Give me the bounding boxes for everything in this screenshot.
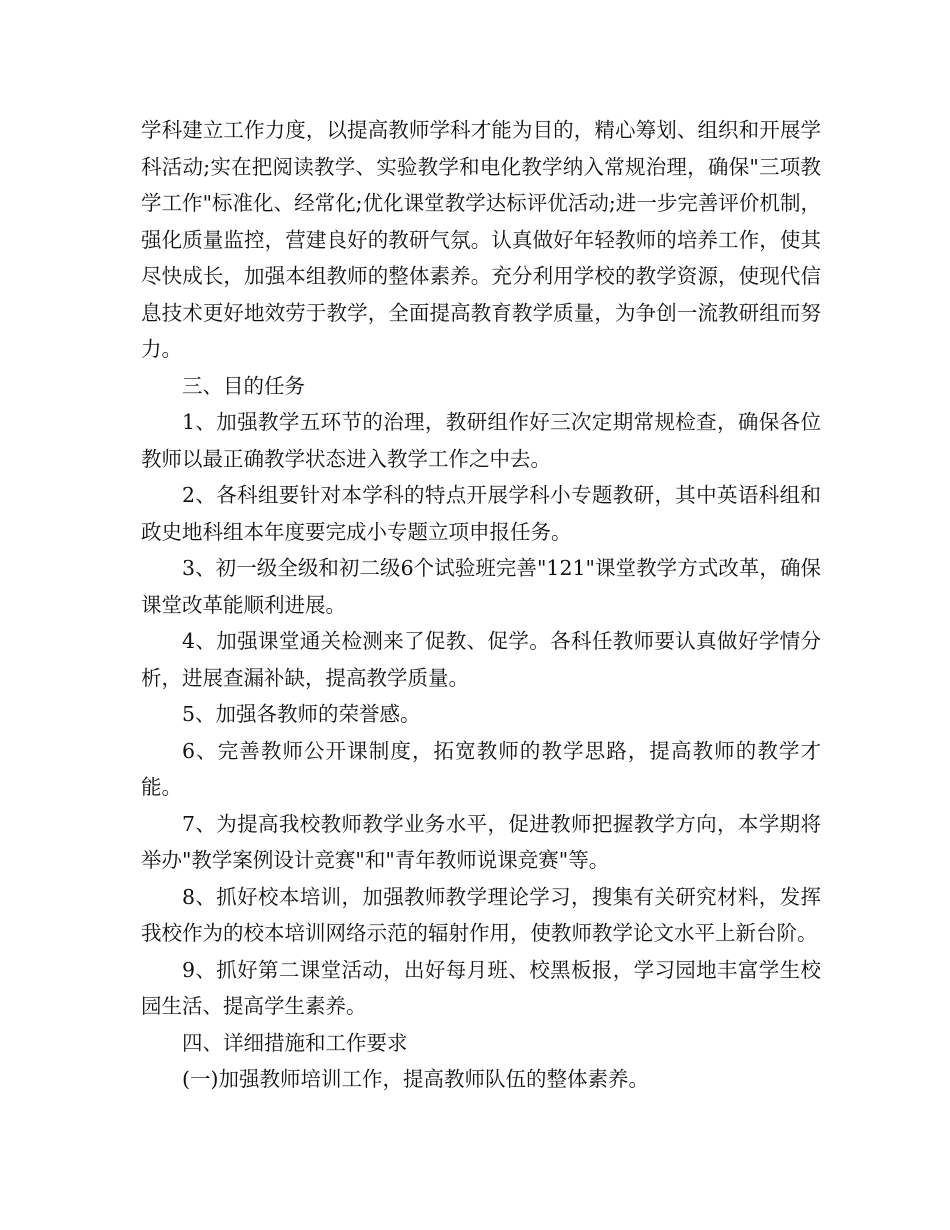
section-heading-measures: 四、详细措施和工作要求 [182,1030,408,1055]
list-item: 8、抓好校本培训，加强教师教学理论学习，搜集有关研究材料，发挥我校作为的校本培训网络示范的辐射作用，使教师教学论文水平上新台阶。 [141,884,821,945]
subsection-heading: (一)加强教师培训工作，提高教师队伍的整体素养。 [182,1067,649,1091]
paragraph-continuation: 学科建立工作力度，以提高教师学科才能为目的，精心筹划、组织和开展学科活动;实在把阅读教学、实验教学和电化教学纳入常规治理，确保"三项教学工作"标准化、经常化;优化课堂教学达标评优活动;进一步完善评价机制，强化质量监控，营建良好的教研气氛。认真做好年轻教师的培养工作，使其尽快成长，加强本组教师的整体素养。充分利用学校的教学资源，使现代信息技术更好地效劳于教学，全面提高教育教学质量，为争创一流教研组而努力。 [141,118,821,361]
list-item: 5、加强各教师的荣誉感。 [182,702,421,726]
list-item: 9、抓好第二课堂活动，出好每月班、校黑板报，学习园地丰富学生校园生活、提高学生素养。 [141,957,821,1018]
list-item: 1、加强教学五环节的治理，教研组作好三次定期常规检查，确保各位教师以最正确教学状态进入教学工作之中去。 [141,410,821,471]
list-item: 3、初一级全级和初二级6个试验班完善"121"课堂教学方式改革，确保课堂改革能顺利进展。 [141,556,821,617]
list-item: 6、完善教师公开课制度，拓宽教师的教学思路，提高教师的教学才能。 [141,738,821,799]
document-body [141,112,821,1098]
list-item: 2、各科组要针对本学科的特点开展学科小专题教研，其中英语科组和政史地科组本年度要完成小专题立项申报任务。 [141,483,821,544]
list-item: 7、为提高我校教师教学业务水平，促进教师把握教学方向，本学期将举办"教学案例设计竞赛"和"青年教师说课竞赛"等。 [141,811,821,872]
list-item: 4、加强课堂通关检测来了促教、促学。各科任教师要认真做好学情分析，进展查漏补缺，提高教学质量。 [141,629,821,690]
section-heading-goals: 三、目的任务 [182,373,305,398]
